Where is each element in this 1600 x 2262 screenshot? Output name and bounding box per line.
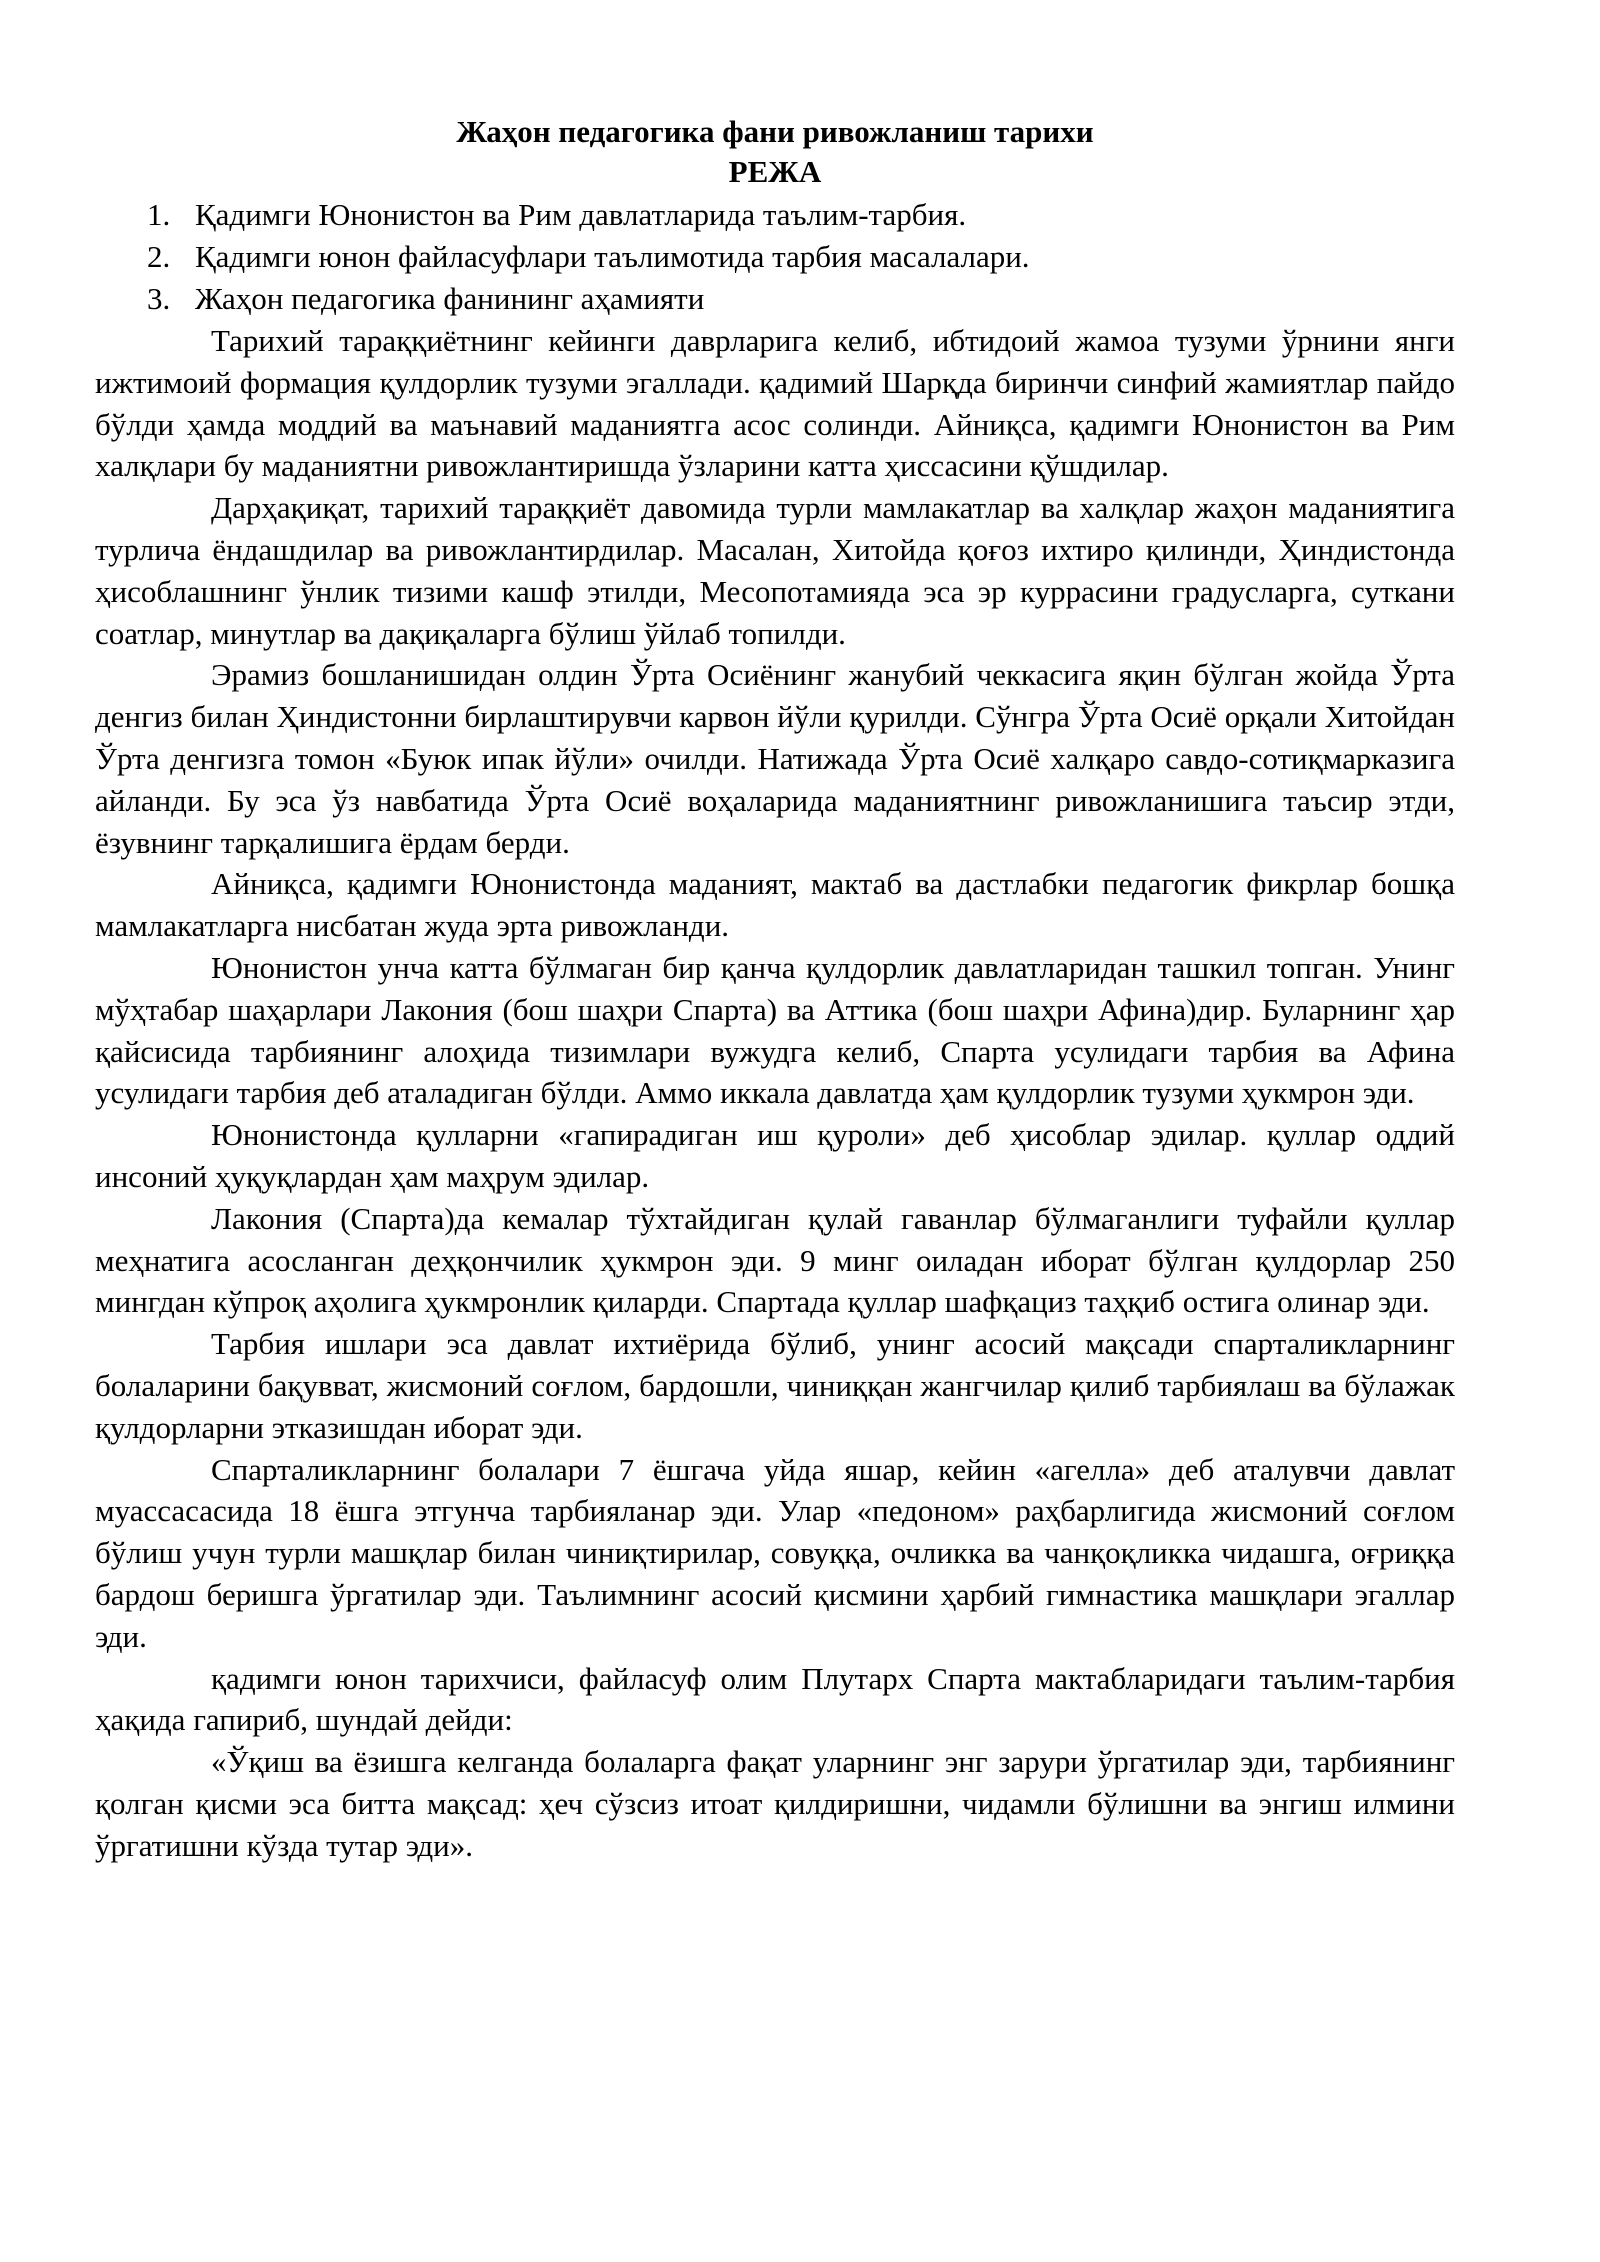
- plan-item-number: 1.: [147, 197, 171, 232]
- paragraph: Тарихий тараққиётнинг кейинги даврларига келиб, ибтидоий жамоа тузуми ўрнини янги ижтимоий формация қулдорлик тузуми эгаллади. қадимий Шарқда биринчи синфий жамиятлар пайдо бўлди ҳамда моддий ва маънавий маданиятга асос солинди. Айниқса, қадимги Юнонистон ва Рим халқлари бу маданиятни ривожлантиришда ўзларини катта ҳиссасини қўшдилар.: [95, 323, 1455, 484]
- paragraph: Лакония (Спарта)да кемалар тўхтайдиган қулай гаванлар бўлмаганлиги туфайли қуллар меҳнатига асосланган деҳқончилик ҳукмрон эди. 9 минг оиладан иборат бўлган қулдорлар 250 мингдан кўпроқ аҳолига ҳукмронлик қиларди. Спартада қуллар шафқациз таҳқиб остига олинар эди.: [95, 1200, 1455, 1320]
- plan-item-number: 3.: [147, 281, 171, 316]
- plan-item-number: 2.: [147, 239, 171, 274]
- plan-item: [95, 278, 1455, 320]
- plan-heading: РЕЖА: [728, 154, 822, 189]
- plan-item-text: Жаҳон педагогика фанининг аҳамияти: [195, 281, 705, 316]
- paragraph: Юнонистонда қулларни «гапирадиган иш қуроли» деб ҳисоблар эдилар. қуллар оддий инсоний ҳуқуқлардан ҳам маҳрум эдилар.: [95, 1117, 1455, 1194]
- quote-paragraph: «Ўқиш ва ёзишга келганда болаларга фақат уларнинг энг зарури ўргатилар эди, тарбиянинг қолган қисми эса битта мақсад: ҳеч сўзсиз итоат қилдиришни, чидамли бўлишни ва энгиш илмини ўргатишни кўзда тутар эди».: [95, 1744, 1455, 1863]
- plan-item-text: Қадимги юнон файласуфлари таълимотида тарбия масалалари.: [195, 239, 1030, 274]
- document-title: Жаҳон педагогика фани ривожланиш тарихи: [456, 114, 1094, 149]
- paragraph: Дарҳақиқат, тарихий тараққиёт давомида турли мамлакатлар ва халқлар жаҳон маданиятига турлича ёндашдилар ва ривожлантирдилар. Масалан, Хитойда қоғоз ихтиро қилинди, Ҳиндистонда ҳисоблашнинг ўнлик тизими кашф этилди, Месопотамияда эса эр куррасини градусларга, суткани соатлар, минутлар ва дақиқаларга бўлиш ўйлаб топилди.: [95, 490, 1455, 651]
- plan-list: [95, 194, 1455, 320]
- document-body: [95, 112, 1455, 1866]
- paragraph: Тарбия ишлари эса давлат ихтиёрида бўлиб, унинг асосий мақсади спарталикларнинг болаларини бақувват, жисмоний соғлом, бардошли, чиниққан жангчилар қилиб тарбиялаш ва бўлажак қулдорларни этказишдан иборат эди.: [95, 1326, 1455, 1445]
- paragraph: Спарталикларнинг болалари 7 ёшгача уйда яшар, кейин «агелла» деб аталувчи давлат муассасасида 18 ёшга этгунча тарбияланар эди. Улар «педоном» раҳбарлигида жисмоний соғлом бўлиш учун турли машқлар билан чиниқтирилар, совуққа, очликка ва чанқоқликка чидашга, оғриққа бардош беришга ўргатилар эди. Таълимнинг асосий қисмини ҳарбий гимнастика машқлари эгаллар эди.: [95, 1451, 1455, 1654]
- plan-item: [95, 236, 1455, 278]
- plan-item: [95, 194, 1455, 236]
- paragraph: Эрамиз бошланишидан олдин Ўрта Осиёнинг жанубий чеккасига яқин бўлган жойда Ўрта денгиз билан Ҳиндистонни бирлаштирувчи карвон йўли қурилди. Сўнгра Ўрта Осиё орқали Хитойдан Ўрта денгизга томон «Буюк ипак йўли» очилди. Натижада Ўрта Осиё халқаро савдо-сотиқмарказига айланди. Бу эса ўз навбатида Ўрта Осиё воҳаларида маданиятнинг ривожланишига таъсир этди, ёзувнинг тарқалишига ёрдам берди.: [95, 657, 1455, 860]
- paragraph: Юнонистон унча катта бўлмаган бир қанча қулдорлик давлатларидан ташкил топган. Унинг мўҳтабар шаҳарлари Лакония (бош шаҳри Спарта) ва Аттика (бош шаҳри Афина)дир. Буларнинг ҳар қайсисида тарбиянинг алоҳида тизимлари вужудга келиб, Спарта усулидаги тарбия ва Афина усулидаги тарбия деб аталадиган бўлди. Аммо иккала давлатда ҳам қулдорлик тузуми ҳукмрон эди.: [95, 949, 1455, 1111]
- paragraph: Айниқса, қадимги Юнонистонда маданият, мактаб ва дастлабки педагогик фикрлар бошқа мамлакатларга нисбатан жуда эрта ривожланди.: [95, 866, 1455, 944]
- paragraph: қадимги юнон тарихчиси, файласуф олим Плутарх Спарта мактабларидаги таълим-тарбия ҳақида гапириб, шундай дейди:: [95, 1660, 1455, 1738]
- plan-item-text: Қадимги Юнонистон ва Рим давлатларида таълим-тарбия.: [195, 197, 967, 232]
